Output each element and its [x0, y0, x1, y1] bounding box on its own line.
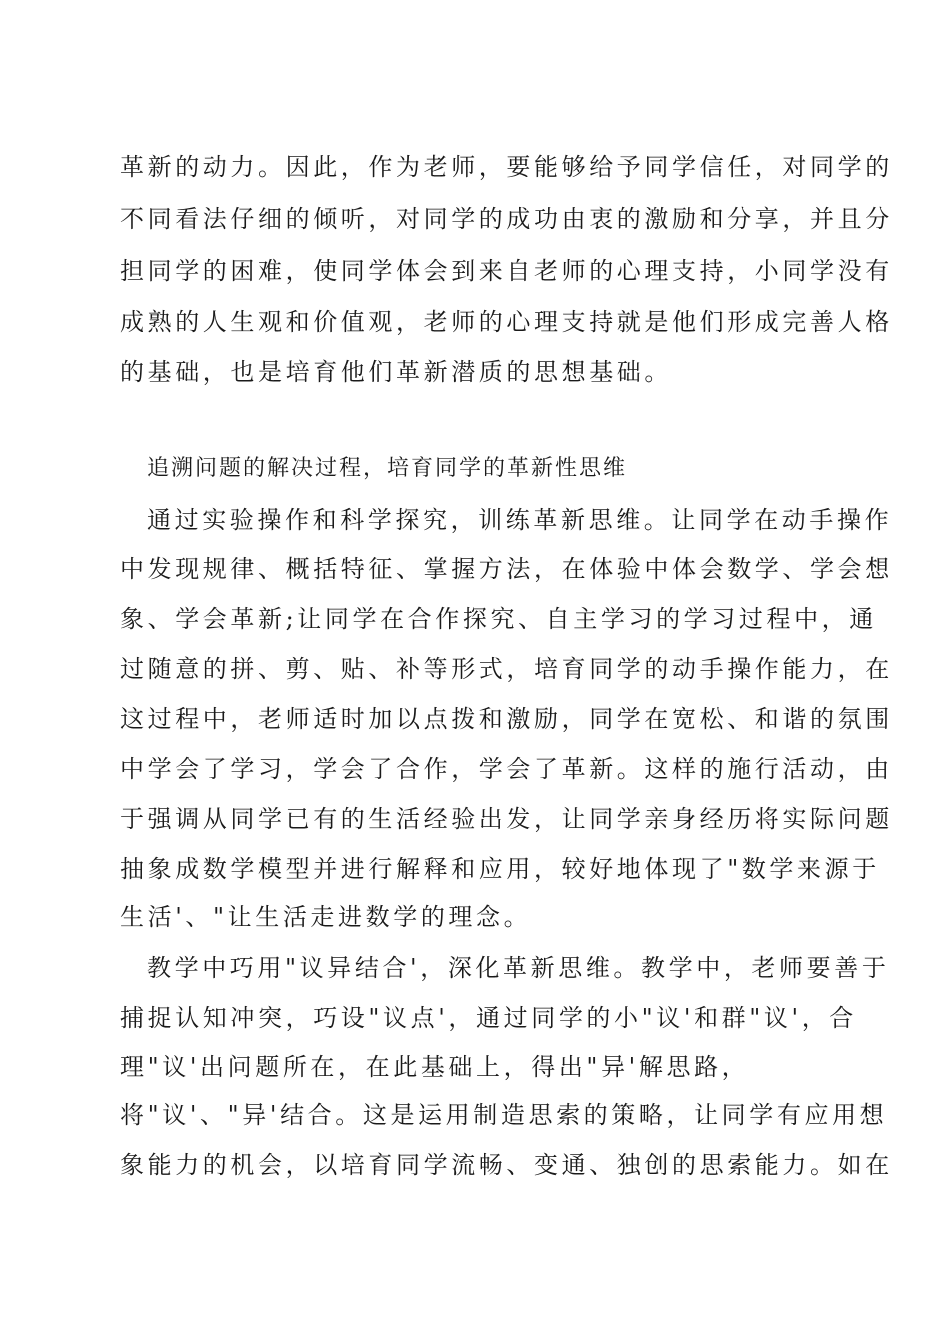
paragraph-2-line-9: 生活'、"让生活走进数学的理念。	[120, 903, 532, 931]
paragraph-3-line-1: 教学中巧用"议异结合'，深化革新思维。教学中，老师要善于	[147, 954, 890, 982]
paragraph-2-line-2: 中发现规律、概括特征、掌握方法，在体验中体会数学、学会想	[120, 555, 893, 583]
paragraph-3-line-2: 捕捉认知冲突，巧设"议点'，通过同学的小"议'和群"议'，合	[120, 1004, 857, 1032]
paragraph-3-line-5: 象能力的机会，以培育同学流畅、变通、独创的思索能力。如在	[120, 1151, 893, 1179]
paragraph-1-line-2: 不同看法仔细的倾听，对同学的成功由衷的激励和分享，并且分	[120, 205, 893, 233]
paragraph-2-line-8: 抽象成数学模型并进行解释和应用，较好地体现了"数学来源于	[120, 855, 880, 883]
paragraph-2-line-5: 这过程中，老师适时加以点拨和激励，同学在宽松、和谐的氛围	[120, 705, 893, 733]
paragraph-2-line-1: 通过实验操作和科学探究，训练革新思维。让同学在动手操作	[147, 506, 893, 534]
paragraph-2-line-4: 过随意的拼、剪、贴、补等形式，培育同学的动手操作能力，在	[120, 655, 893, 683]
paragraph-1-line-5: 的基础，也是培育他们革新潜质的思想基础。	[120, 358, 672, 386]
section-heading: 追溯问题的解决过程，培育同学的革新性思维	[147, 456, 628, 481]
paragraph-2-line-3: 象、学会革新;让同学在合作探究、自主学习的学习过程中，通	[120, 605, 877, 633]
paragraph-1-line-4: 成熟的人生观和价值观，老师的心理支持就是他们形成完善人格	[120, 308, 893, 336]
paragraph-3-line-3: 理"议'出问题所在，在此基础上，得出"异'解思路，	[120, 1053, 750, 1081]
paragraph-2-line-6: 中学会了学习，学会了合作，学会了革新。这样的施行活动，由	[120, 755, 893, 783]
paragraph-1-line-3: 担同学的困难，使同学体会到来自老师的心理支持，小同学没有	[120, 257, 893, 285]
paragraph-3-line-4: 将"议'、"异'结合。这是运用制造思索的策略，让同学有应用想	[120, 1101, 888, 1129]
paragraph-2-line-7: 于强调从同学已有的生活经验出发，让同学亲身经历将实际问题	[120, 805, 893, 833]
paragraph-1-line-1: 革新的动力。因此，作为老师，要能够给予同学信任，对同学的	[120, 153, 893, 181]
